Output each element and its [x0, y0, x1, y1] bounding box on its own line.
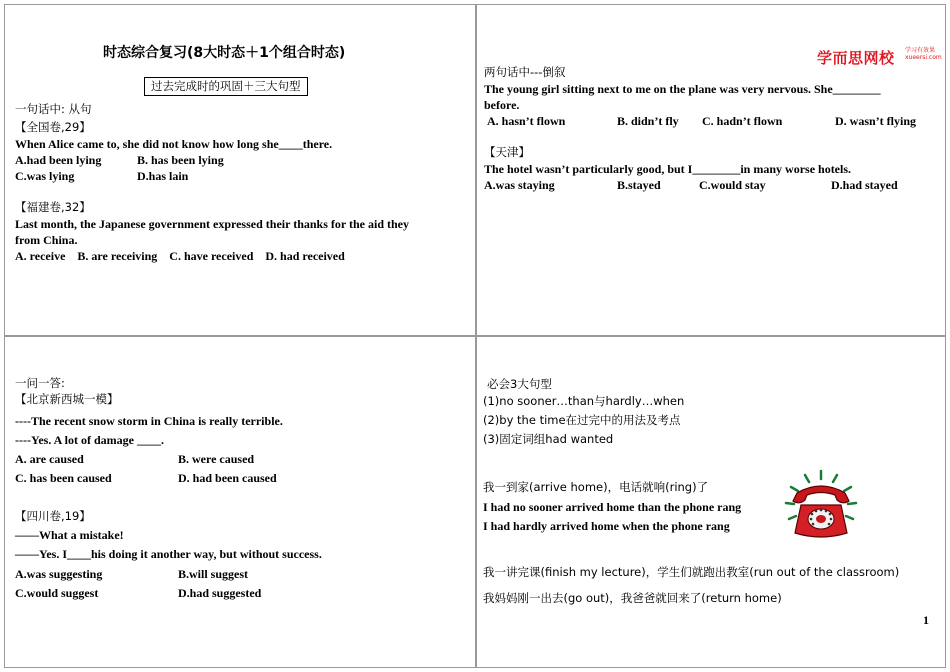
question-stem: Last month, the Japanese government expressed their thanks for the aid they — [15, 217, 410, 231]
slide-panel-3 — [4, 336, 476, 668]
question-source: 【四川卷,19】 — [15, 509, 91, 523]
option-a: A. hasn’t flown — [487, 114, 566, 128]
question-source: 【天津】 — [484, 145, 530, 159]
dialogue-line: ——What a mistake! — [15, 528, 124, 542]
option-b: B.stayed — [617, 178, 661, 192]
subtitle-box: 过去完成时的巩固＋三大句型 — [144, 77, 308, 96]
page-title: 时态综合复习(8大时态＋1个组合时态) — [103, 45, 346, 61]
question-stem: The hotel wasn’t particularly good, but I________in many worse hotels. — [484, 162, 852, 176]
option-b: B. didn’t fly — [617, 114, 679, 128]
section-heading: 必会3大句型 — [487, 377, 552, 391]
option-d: D.had suggested — [178, 586, 262, 600]
option-a: A.was suggesting — [15, 567, 103, 581]
option-d: D. had been caused — [178, 471, 277, 485]
section-heading: 两句话中---倒叙 — [484, 65, 566, 79]
slide-panel-2 — [476, 4, 946, 336]
option-d: D.had stayed — [831, 178, 898, 192]
option-c: C.would stay — [699, 178, 766, 192]
question-source: 【福建卷,32】 — [15, 200, 91, 214]
question-stem: before. — [484, 98, 520, 112]
option-c: C. hadn’t flown — [702, 114, 783, 128]
slide-panel-1 — [4, 4, 476, 336]
list-item: (2)by the time在过完中的用法及考点 — [483, 413, 681, 427]
dialogue-line: ----The recent snow storm in China is really terrible. — [15, 414, 283, 428]
question-source: 【全国卷,29】 — [15, 120, 91, 134]
dialogue-line: ----Yes. A lot of damage ____. — [15, 433, 164, 447]
logo-text: 学而思网校 — [817, 49, 895, 67]
example-prompt: 我一讲完课(finish my lecture)，学生们就跑出教室(run out of the classroom) — [483, 565, 900, 579]
example-prompt: 我一到家(arrive home)，电话就响(ring)了 — [483, 480, 709, 494]
page-number: 1 — [923, 613, 929, 627]
list-item: (3)固定词组had wanted — [483, 432, 614, 446]
slide-panel-4 — [476, 336, 946, 668]
example-prompt: 我妈妈刚一出去(go out)，我爸爸就回来了(return home) — [483, 591, 782, 605]
question-stem: When Alice came to, she did not know how long she____there. — [15, 137, 333, 151]
section-heading: 一句话中: 从句 — [15, 102, 92, 116]
option-b: B. were caused — [178, 452, 255, 466]
logo-tagline: 学习有效果 xueersi.com — [905, 47, 942, 61]
question-stem: from China. — [15, 233, 78, 247]
option-c: C. has been caused — [15, 471, 112, 485]
question-stem: The young girl sitting next to me on the plane was very nervous. She________ — [484, 82, 881, 96]
option-a: A. are caused — [15, 452, 84, 466]
option-d: D.has lain — [137, 169, 189, 183]
example-answer: I had hardly arrived home when the phone rang — [483, 519, 730, 533]
list-item: (1)no sooner…than与hardly…when — [483, 394, 685, 408]
option-b: B.will suggest — [178, 567, 249, 581]
option-d: D. wasn’t flying — [835, 114, 917, 128]
option-c: C.would suggest — [15, 586, 99, 600]
example-answer: I had no sooner arrived home than the phone rang — [483, 500, 742, 514]
option-c: C.was lying — [15, 169, 75, 183]
telephone-icon — [783, 469, 859, 543]
options-line: A. receive B. are receiving C. have received D. had received — [15, 249, 345, 263]
option-a: A.was staying — [484, 178, 555, 192]
option-a: A.had been lying — [15, 153, 102, 167]
dialogue-line: ——Yes. I____his doing it another way, but without success. — [15, 547, 322, 561]
option-b: B. has been lying — [137, 153, 224, 167]
brand-logo — [817, 47, 942, 68]
question-source: 【北京新西城一模】 — [15, 392, 119, 406]
section-heading: 一问一答: — [15, 376, 65, 390]
